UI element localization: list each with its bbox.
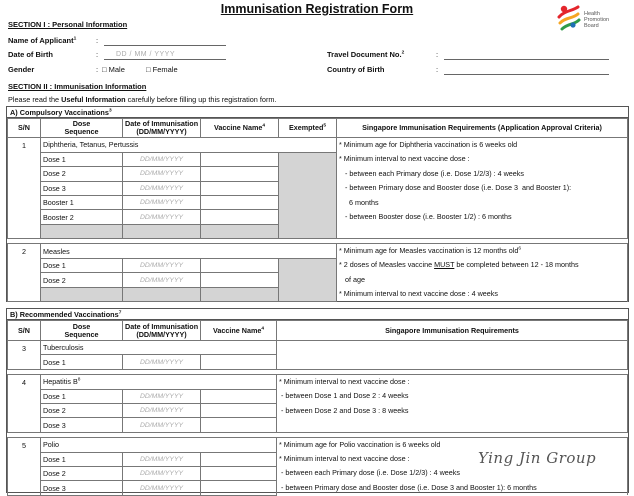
vaccine-name-input[interactable]	[201, 258, 279, 272]
table-row: Dose 2 DD/MM/YYYY - between Dose 2 and Dose 3 : 8 weeks	[8, 403, 628, 417]
vaccine-group-name: Diphtheria, Tetanus, Pertussis	[41, 138, 337, 153]
table-row: Dose 2 DD/MM/YYYY - between each Primary dose (i.e. Dose 1/2/3) : 4 weeks	[8, 466, 628, 480]
vaccine-name-input[interactable]	[201, 466, 277, 480]
table-row: Dose 2 DD/MM/YYYY - between each Primary dose (i.e. Dose 1/2/3) : 4 weeks	[8, 167, 628, 181]
dob-placeholder: DD / MM / YYYY	[116, 51, 175, 58]
vaccine-group-name: Polio	[41, 437, 277, 452]
instruction-note: Please read the Useful Information carefully before filling up this registration form.	[8, 95, 277, 104]
date-input[interactable]: DD/MM/YYYY	[123, 152, 201, 166]
table-row: Dose 1 DD/MM/YYYY	[8, 355, 628, 369]
sn-cell: 5	[8, 437, 41, 495]
table-row: * Minimum interval to next vaccine dose : 4 weeks	[8, 287, 628, 301]
date-input[interactable]: DD/MM/YYYY	[123, 167, 201, 181]
name-label: Name of Applicant$^1$	[8, 36, 77, 45]
table-row: 4 Hepatitis $B^8$ * Minimum interval to next vaccine dose :	[8, 374, 628, 389]
vaccine-name-input[interactable]	[201, 210, 279, 224]
vaccine-name-input[interactable]	[201, 195, 279, 209]
vaccine-group-name: Measles	[41, 244, 337, 259]
date-input[interactable]: DD/MM/YYYY	[123, 273, 201, 287]
date-input[interactable]: DD/MM/YYYY	[123, 452, 201, 466]
hpb-logo-text: Health Promotion Board	[584, 11, 610, 29]
date-input[interactable]: DD/MM/YYYY	[123, 195, 201, 209]
vaccine-name-input[interactable]	[201, 167, 279, 181]
form-title: Immunisation Registration Form	[220, 2, 414, 16]
exempted-cell	[279, 152, 337, 238]
gender-male-checkbox[interactable]: □ Male	[102, 65, 125, 74]
dob-label: Date of Birth	[8, 50, 53, 59]
compulsory-vaccinations-box	[6, 106, 629, 302]
col-date: Date of Immunisation (DD/MM/YYYY)	[123, 321, 201, 341]
watermark: Ying Jin Group	[478, 449, 597, 467]
sn-cell: 2	[8, 244, 41, 302]
vaccine-name-input[interactable]	[201, 355, 277, 369]
hpb-logo	[556, 3, 626, 33]
col-requirements: Singapore Immunisation Requirements (Application Approval Criteria)	[337, 119, 628, 138]
table-row: Dose 1 DD/MM/YYYY - between Dose 1 and Dose 2 : 4 weeks	[8, 389, 628, 403]
table-row: Dose 1 DD/MM/YYYY * Minimum interval to next vaccine dose :	[8, 452, 628, 466]
table-row: 5 Polio * Minimum age for Polio vaccination is 6 weeks old	[8, 437, 628, 452]
col-sn: S/N	[8, 321, 41, 341]
exempted-cell	[279, 258, 337, 301]
table-row	[8, 341, 628, 355]
table-row: Dose 3 DD/MM/YYYY - between Primary dose and Booster dose (i.e. Dose 3 and Booster 1):	[8, 181, 628, 195]
date-input[interactable]: DD/MM/YYYY	[123, 481, 201, 495]
vaccine-name-input[interactable]	[201, 273, 279, 287]
country-field[interactable]	[444, 65, 609, 75]
table-row: Dose 3 DD/MM/YYYY	[8, 418, 628, 432]
vaccine-name-input[interactable]	[201, 481, 277, 495]
date-input[interactable]: DD/MM/YYYY	[123, 210, 201, 224]
vaccine-name-input[interactable]	[201, 389, 277, 403]
table-row: Dose 1 DD/MM/YYYY * Minimum interval to next vaccine dose :	[8, 152, 628, 166]
table-row: Dose 2 DD/MM/YYYY of age	[8, 273, 628, 287]
col-vaccine: Vaccine Name$^4$	[201, 321, 277, 341]
vaccine-name-input[interactable]	[201, 418, 277, 432]
compulsory-title: A) Compulsory Vaccinations$^3$	[7, 107, 628, 118]
col-dose-seq: Dose Sequence	[41, 119, 123, 138]
compulsory-table	[7, 118, 628, 302]
date-input[interactable]: DD/MM/YYYY	[123, 403, 201, 417]
sn-cell: 1	[8, 138, 41, 239]
recommended-table	[7, 320, 628, 496]
table-row: Booster 2 DD/MM/YYYY - between Booster dose (i.e. Booster 1/2) : 6 months	[8, 210, 628, 224]
country-label: Country of Birth	[327, 65, 385, 74]
section-1-title: SECTION I : Personal Information	[8, 20, 128, 29]
date-input[interactable]: DD/MM/YYYY	[123, 389, 201, 403]
col-dose-seq: Dose Sequence	[41, 321, 123, 341]
date-input[interactable]: DD/MM/YYYY	[123, 181, 201, 195]
date-input[interactable]: DD/MM/YYYY	[123, 466, 201, 480]
name-field[interactable]	[104, 36, 226, 46]
col-requirements: Singapore Immunisation Requirements	[277, 321, 628, 341]
sn-cell: 3	[8, 341, 41, 370]
table-row: 2 Measles * Minimum age for Measles vaccination is 12 months old$^6$	[8, 244, 628, 259]
travel-doc-label: Travel Document No.$^2$	[327, 50, 405, 59]
col-sn: S/N	[8, 119, 41, 138]
table-row: Dose 3 DD/MM/YYYY - between Primary dose and Booster dose (i.e. Dose 3 and Booster 1): 6 months	[8, 481, 628, 495]
vaccine-group-name: Tuberculosis	[41, 341, 277, 355]
vaccine-name-input[interactable]	[201, 452, 277, 466]
col-vaccine: Vaccine Name$^4$	[201, 119, 279, 138]
hpb-logo-icon	[556, 3, 582, 31]
table-row: 1 Diphtheria, Tetanus, Pertussis * Minimum age for Diphtheria vaccination is 6 weeks old	[8, 138, 628, 153]
date-input[interactable]: DD/MM/YYYY	[123, 418, 201, 432]
section-2-title: SECTION II : Immunisation Information	[8, 82, 147, 91]
vaccine-name-input[interactable]	[201, 403, 277, 417]
table-row: Booster 1 DD/MM/YYYY 6 months	[8, 195, 628, 209]
vaccine-name-input[interactable]	[201, 181, 279, 195]
recommended-title: B) Recommended Vaccinations$^7$	[7, 309, 628, 320]
col-date: Date of Immunisation (DD/MM/YYYY)	[123, 119, 201, 138]
vaccine-group-name: Hepatitis $B^8$	[41, 374, 277, 389]
table-row: Dose 1 DD/MM/YYYY * 2 doses of Measles vaccine MUST be completed between 12 - 18 months	[8, 258, 628, 272]
travel-doc-field[interactable]	[444, 50, 609, 60]
gender-label: Gender	[8, 65, 35, 74]
col-exempted: Exempted$^5$	[279, 119, 337, 138]
vaccine-name-input[interactable]	[201, 152, 279, 166]
gender-female-checkbox[interactable]: □ Female	[146, 65, 178, 74]
sn-cell: 4	[8, 374, 41, 432]
date-input[interactable]: DD/MM/YYYY	[123, 258, 201, 272]
date-input[interactable]: DD/MM/YYYY	[123, 355, 201, 369]
